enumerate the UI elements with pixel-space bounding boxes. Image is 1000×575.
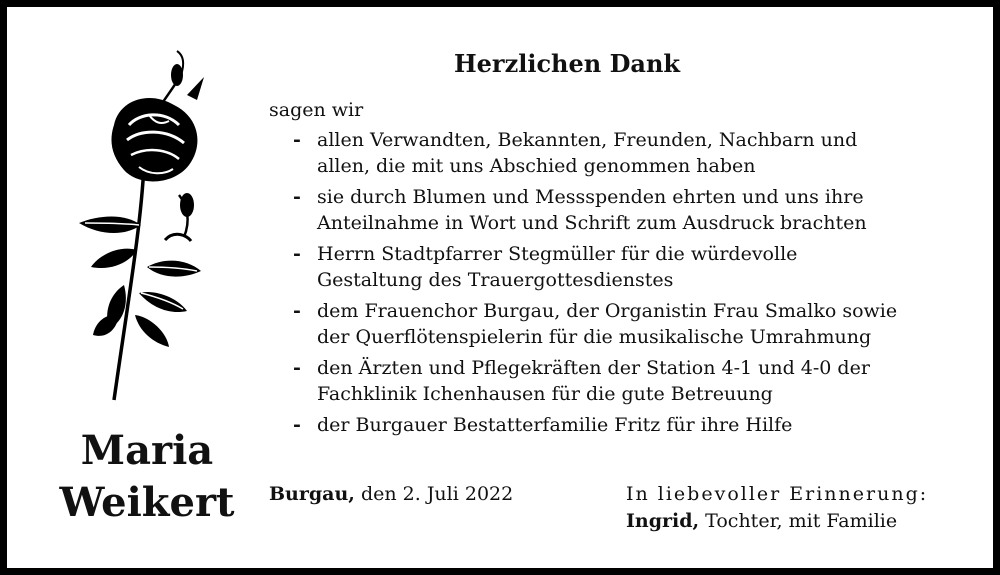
- dash-bullet: -: [293, 300, 301, 322]
- item-line: dem Frauenchor Burgau, der Organistin Frau Smalko sowie: [317, 300, 898, 322]
- closing-phrase: In liebevoller Erinnerung:: [626, 483, 929, 505]
- item-line: allen Verwandten, Bekannten, Freunden, Nachbarn und: [317, 129, 858, 151]
- dash-bullet: -: [293, 357, 301, 379]
- item-line: sie durch Blumen und Messspenden ehrten und uns ihre: [317, 186, 864, 208]
- item-line: der Burgauer Bestatterfamilie Fritz für ihre Hilfe: [317, 414, 793, 436]
- item-line: der Querflötenspielerin für die musikalische Umrahmung: [317, 326, 872, 348]
- item-line: Herrn Stadtpfarrer Stegmüller für die würdevolle: [317, 243, 798, 265]
- closing-block: [626, 481, 928, 535]
- place-date: [269, 481, 513, 507]
- signer-relation: Tochter, mit Familie: [705, 510, 898, 532]
- notice-intro: sagen wir: [269, 99, 364, 121]
- list-item: [293, 241, 983, 293]
- last-name: Weikert: [59, 479, 235, 526]
- notice-title: Herzlichen Dank: [453, 49, 681, 78]
- list-item: [293, 412, 983, 438]
- dash-bullet: -: [293, 243, 301, 265]
- item-line: den Ärzten und Pflegekräften der Station 4-1 und 4-0 der: [317, 357, 870, 379]
- dash-bullet: -: [293, 186, 301, 208]
- item-line: Anteilnahme in Wort und Schrift zum Ausdruck brachten: [317, 212, 867, 234]
- item-line: Fachklinik Ichenhausen für die gute Betreuung: [317, 383, 773, 405]
- list-item: [293, 355, 983, 407]
- date: den 2. Juli 2022: [360, 483, 514, 505]
- dash-bullet: -: [293, 414, 301, 436]
- signer-name: Ingrid,: [626, 510, 700, 532]
- place: Burgau,: [269, 483, 355, 505]
- rose-icon: [69, 45, 219, 405]
- list-item: [293, 127, 983, 179]
- list-item: [293, 184, 983, 236]
- list-item: [293, 298, 983, 350]
- item-line: allen, die mit uns Abschied genommen haben: [317, 155, 756, 177]
- decedent-name: [47, 425, 247, 529]
- signature: [626, 508, 928, 535]
- first-name: Maria: [80, 427, 214, 474]
- item-line: Gestaltung des Trauergottesdienstes: [317, 269, 674, 291]
- thanks-list: [293, 127, 983, 443]
- dash-bullet: -: [293, 129, 301, 151]
